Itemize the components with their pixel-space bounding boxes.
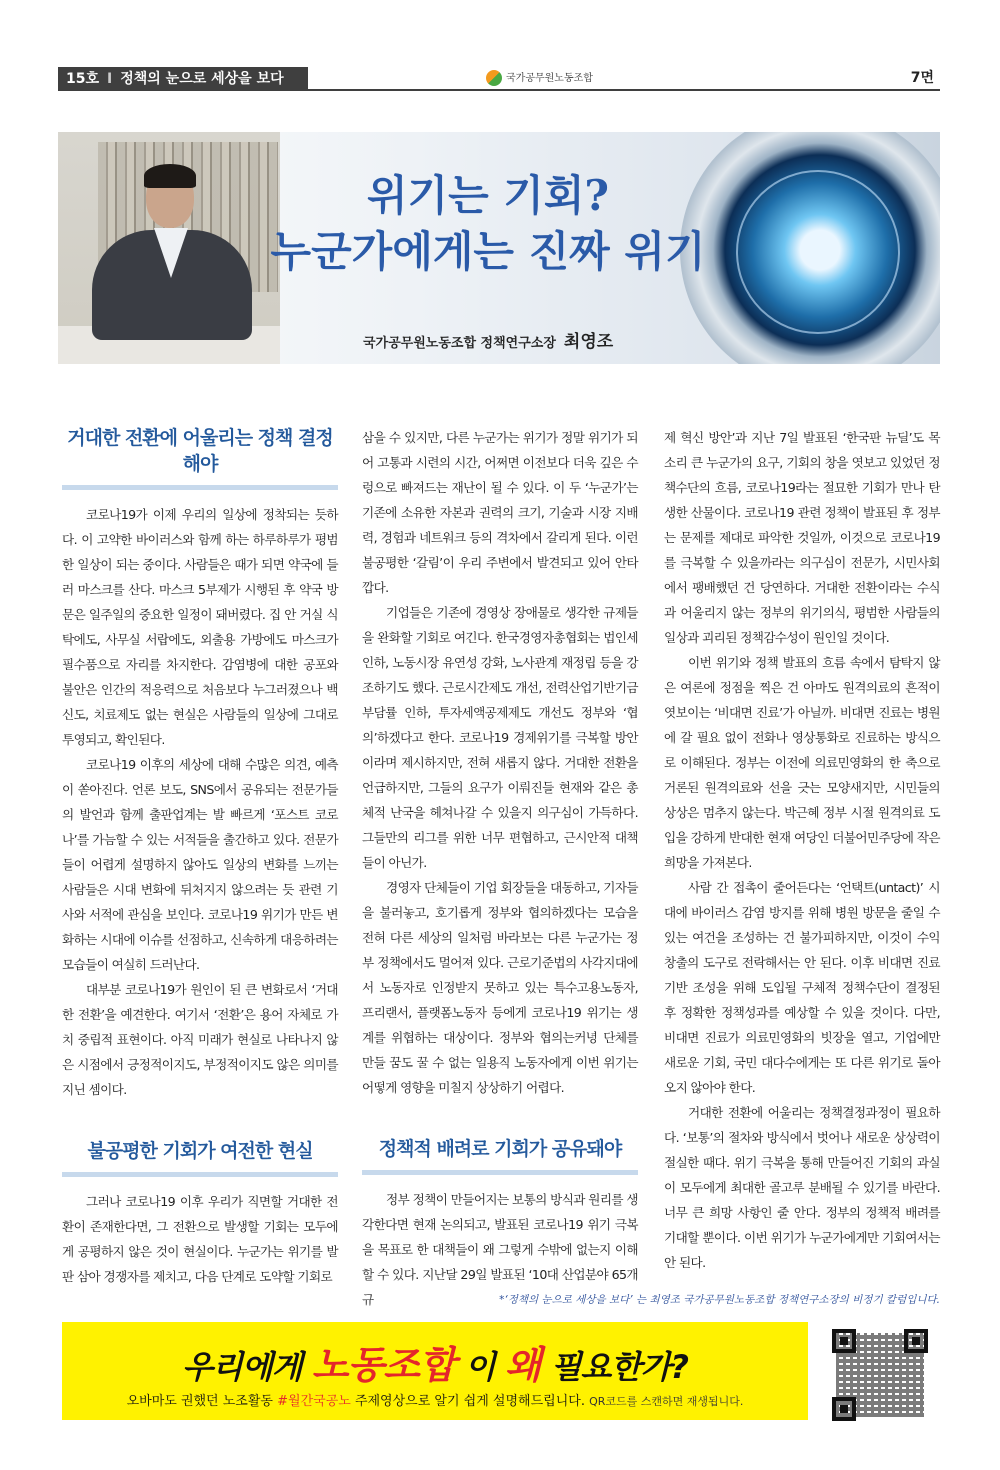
- author-photo: [58, 132, 280, 364]
- page-number: 7면: [910, 70, 934, 86]
- paragraph: 정부 정책이 만들어지는 보통의 방식과 원리를 생각한다면 현재 논의되고, 발표된 코로나19 위기 극복을 목표로 한 대책들이 왜 그렇게 수밖에 없는지 이해할 수 있다. 지난달 29일 발표된 ‘10대 산업분야 65개 규: [362, 1192, 638, 1307]
- header-separator: I: [107, 71, 113, 87]
- title-banner: [58, 132, 940, 364]
- qr-finder-icon: [832, 1329, 856, 1353]
- byline-org: 국가공무원노동조합 정책연구소장: [363, 336, 556, 351]
- ad-headline-part: 우리에게: [182, 1348, 312, 1386]
- logo-text: 국가공무원노동조합: [506, 73, 593, 84]
- paragraph: 삼을 수 있지만, 다른 누군가는 위기가 정말 위기가 되어 고통과 시련의 시간, 어쩌면 이전보다 더욱 깊은 수렁으로 빠져드는 재난이 될 수 있다. 이 두 ‘누군가’는 기존에 소유한 자본과 권력의 크기, 기술과 시장 지배력, 경험과 네트워크 등의 격차에서 갈리게 된다. 이런 불공평한 ‘갈림’이 우리 주변에서 발견되고 있어 안타깝다.: [362, 430, 638, 595]
- ad-hashtag: #월간국공노: [277, 1394, 351, 1409]
- ad-headline-highlight: 왜: [504, 1343, 541, 1387]
- union-logo-icon: [486, 70, 502, 86]
- ad-subtext-part: 주제영상으로 알기 쉽게 설명해드립니다.: [350, 1394, 585, 1409]
- spacer: [362, 1100, 638, 1136]
- paragraph: 코로나19 이후의 세상에 대해 수많은 의견, 예측이 쏟아진다. 언론 보도, SNS에서 공유되는 전문가들의 발언과 함께 출판업계는 발 빠르게 ‘포스트 코로나’를 가늠할 수 있는 서적들을 출간하고 있다. 전문가들이 어렵게 설명하지 않아도 일상의 변화를 느끼는 사람들은 시대 변화에 뒤처지지 않으려는 듯 관련 기사와 서적에 관심을 보인다. 코로나19 위기가 만든 변화하는 시대에 이슈를 선점하고, 신속하게 대응하려는 모습들이 여실히 드러난다.: [62, 757, 338, 972]
- union-ad-box: [62, 1322, 808, 1420]
- section-title-3: 정책적 배려로 기회가 공유돼야: [378, 1138, 622, 1160]
- column-credit-note: *‘정책의 눈으로 세상을 보다’ 는 최영조 국가공무원노동조합 정책연구소장의 비정기 칼럼입니다.: [499, 1294, 940, 1306]
- byline-name: 최영조: [563, 332, 614, 352]
- article-title: [258, 168, 718, 280]
- paragraph: 사람 간 접촉이 줄어든다는 ‘언택트(untact)’ 시대에 바이러스 감염 방지를 위해 병원 방문을 줄일 수 있는 여건을 조성하는 건 불가피하지만, 이것이 수익 창출의 도구로 전락해서는 안 된다. 이후 비대면 진료 기반 조성을 위해 도입될 구체적 정책수단이 결정된 후 정확한 정책성과를 예상할 수 있을 것이다. 다만, 비대면 진료가 의료민영화의 빗장을 열고, 기업에만 새로운 기회, 국민 대다수에게는 또 다른 위기로 돌아오지 않아야 한다.: [664, 880, 940, 1095]
- article-title-line2: 누군가에게는 진짜 위기: [270, 227, 706, 276]
- article-column-2: [362, 425, 638, 1312]
- ad-headline-highlight: 노동조합: [311, 1343, 455, 1387]
- qr-code[interactable]: [828, 1325, 932, 1425]
- byline: [363, 327, 613, 352]
- paragraph: 코로나19가 이제 우리의 일상에 정착되는 듯하다. 이 고약한 바이러스와 함께 하는 하루하루가 평범한 일상이 되는 중이다. 사람들은 때가 되면 약국에 들러 마스크를 산다. 마스크 5부제가 시행된 후 약국 방문은 일주일의 중요한 일정이 돼버렸다. 집 안 거실 식탁에도, 사무실 서랍에도, 외출용 가방에도 마스크가 필수품으로 자리를 차지한다. 감염병에 대한 공포와 불안은 인간의 적응력으로 처음보다 누그러졌으나 백신도, 치료제도 없는 현실은 사람들의 일상에 그대로 투영되고, 확인된다.: [62, 507, 338, 747]
- person-hair-graphic: [144, 164, 196, 188]
- series-name: 정책의 눈으로 세상을 보다: [120, 71, 284, 87]
- ad-headline-part: 필요한가?: [540, 1348, 688, 1386]
- article-column-3: [664, 425, 940, 1275]
- ad-subtext-part: 오바마도 권했던 노조활동: [126, 1394, 278, 1409]
- ad-subtext: [62, 1390, 808, 1409]
- section-title-1: 거대한 전환에 어울리는 정책 결정해야: [67, 427, 333, 475]
- article-title-line1: 위기는 기회?: [366, 171, 610, 220]
- article-column-1: [62, 425, 338, 1289]
- paragraph: 경영자 단체들이 기업 회장들을 대동하고, 기자들을 불러놓고, 호기롭게 정부와 협의하겠다는 모습을 전혀 다른 세상의 일처럼 바라보는 다른 누군가는 정부 정책에서도 멀어져 있다. 근로기준법의 사각지대에서 노동자로 인정받지 못하고 있는 특수고용노동자, 프리랜서, 플랫폼노동자 등에게 코로나19 위기는 생계를 위협하는 대상이다. 정부와 협의는커녕 단체를 만들 꿈도 꿀 수 없는 일용직 노동자에게 이번 위기는 어떻게 영향을 미칠지 상상하기 어렵다.: [362, 880, 638, 1095]
- qr-finder-icon: [832, 1397, 856, 1421]
- qr-finder-icon: [904, 1329, 928, 1353]
- section-title-1-bar: [62, 485, 338, 490]
- page-header: [58, 67, 940, 91]
- section-title-2: 불공평한 기회가 여전한 현실: [87, 1140, 313, 1162]
- spacer: [62, 1102, 338, 1138]
- qr-instruction: QR코드를 스캔하면 재생됩니다.: [589, 1395, 744, 1408]
- section-title-2-bar: [62, 1172, 338, 1177]
- paragraph: 제 혁신 방안’과 지난 7일 발표된 ‘한국판 뉴딜’도 목소리 큰 누군가의 요구, 기회의 창을 엿보고 있었던 정책수단의 흐름, 코로나19라는 절묘한 기회가 만나 탄생한 산물이다. 코로나19 관련 정책이 발표된 후 정부는 문제를 제대로 파악한 것일까, 이것으로 코로나19를 극복할 수 있을까라는 의구심이 전문가, 시민사회에서 팽배했던 건 당연하다. 거대한 전환이라는 수식과 어울리지 않는 정부의 위기의식, 평범한 사람들의 일상과 괴리된 정책감수성이 원인일 것이다.: [664, 430, 940, 645]
- section-title-3-bar: [362, 1170, 638, 1175]
- ad-headline-part: 이: [454, 1348, 505, 1386]
- paragraph: 그러나 코로나19 이후 우리가 직면할 거대한 전환이 존재한다면, 그 전환으로 발생할 기회는 모두에게 공평하지 않은 것이 현실이다. 누군가는 위기를 발판 삼아 경쟁자를 제치고, 다음 단계로 도약할 기회로: [62, 1194, 338, 1284]
- paragraph: 거대한 전환에 어울리는 정책결정과정이 필요하다. ‘보통’의 절차와 방식에서 벗어나 새로운 상상력이 절실한 때다. 위기 극복을 통해 만들어진 기회의 과실이 모두에게 최대한 골고루 분배될 수 있기를 바란다. 너무 큰 희망 사항인 줄 안다. 정부의 정책적 배려를 기대할 뿐이다. 이번 위기가 누군가에게만 기회여서는 안 된다.: [664, 1105, 940, 1270]
- issue-number: 15호: [66, 71, 100, 87]
- globe-ring-graphic: [736, 170, 900, 334]
- paragraph: 이번 위기와 정책 발표의 흐름 속에서 탐탁지 않은 여론에 정점을 찍은 건 아마도 원격의료의 흔적이 엿보이는 ‘비대면 진료’가 아닐까. 비대면 진료는 병원에 갈 필요 없이 전화나 영상통화로 진료하는 방식으로 이해된다. 정부는 이전에 의료민영화의 한 축으로 거론된 원격의료와 선을 긋는 모양새지만, 시민들의 상상은 멈추지 않는다. 박근혜 정부 시절 원격의료 도입을 강하게 반대한 현재 여당인 더불어민주당에 작은 희망을 가져본다.: [664, 655, 940, 870]
- union-logo: [486, 70, 593, 88]
- paragraph: 대부분 코로나19가 원인이 된 큰 변화로서 ‘거대한 전환’을 예견한다. 여기서 ‘전환’은 용어 자체로 가치 중립적 표현이다. 아직 미래가 현실로 나타나지 않은 시점에서 긍정적이지도, 부정적이지도 않은 의미를 지닌 셈이다.: [62, 982, 338, 1097]
- ad-headline: [62, 1334, 808, 1389]
- paragraph: 기업들은 기존에 경영상 장애물로 생각한 규제들을 완화할 기회로 여긴다. 한국경영자총협회는 법인세 인하, 노동시장 유연성 강화, 노사관계 재정립 등을 강조하기도 했다. 근로시간제도 개선, 전력산업기반기금 부담률 인하, 투자세액공제제도 개선도 정부와 ‘협의’하겠다고 한다. 코로나19 경제위기를 극복할 방안이라며 제시하지만, 전혀 새롭지 않다. 거대한 전환을 언급하지만, 그들의 요구가 이뤄진들 현재와 같은 총체적 난국을 헤쳐나갈 수 있을지 의구심이 가득하다. 그들만의 리그를 위한 너무 편협하고, 근시안적 대책들이 아닌가.: [362, 605, 638, 870]
- series-label: [58, 67, 308, 91]
- header-rule: [58, 89, 940, 91]
